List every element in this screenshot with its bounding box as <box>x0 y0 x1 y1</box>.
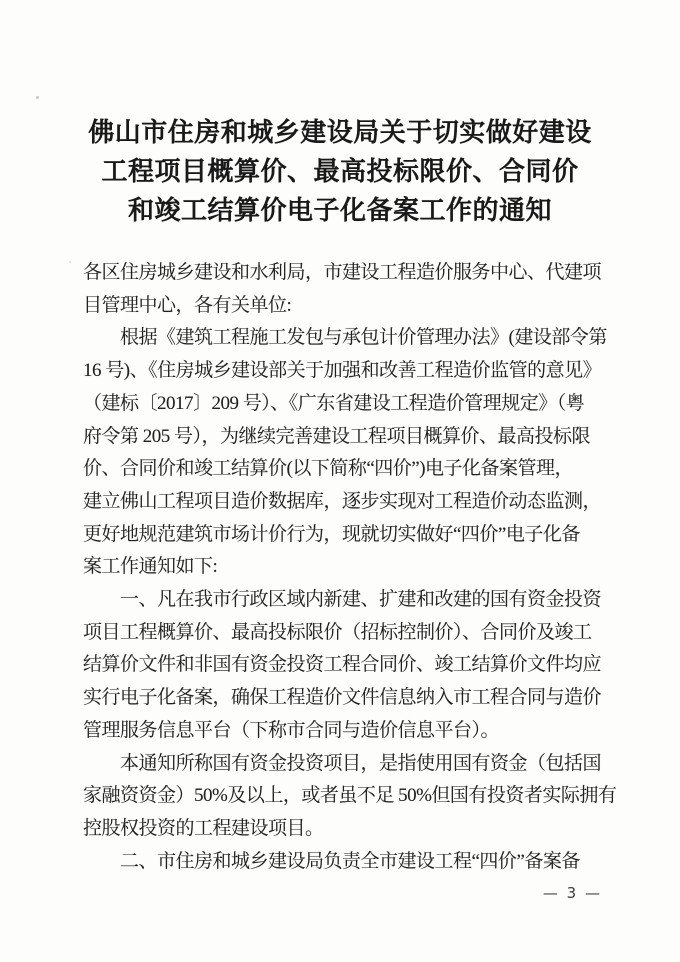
body-line-paragraph-start: 根据《建筑工程施工发包与承包计价管理办法》(建设部令第 <box>120 327 607 349</box>
body-line: 实行电子化备案，确保工程造价文件信息纳入市工程合同与造价 <box>83 687 602 709</box>
scan-speck <box>36 96 39 99</box>
page-number: — 3 — <box>542 884 602 902</box>
body-line: 更好地规范建筑市场计价行为，现就切实做好“四价”电子化备 <box>83 523 580 545</box>
title-line-3: 和竣工结算价电子化备案工作的通知 <box>127 196 552 225</box>
body-line: 结算价文件和非国有资金投资工程合同价、竣工结算价文件均应 <box>83 654 602 676</box>
body-line: 项目工程概算价、最高投标限价（招标控制价）、合同价及竣工 <box>83 621 592 643</box>
body-line: 16 号)、《住房城乡建设部关于加强和改善工程造价监管的意见》 <box>83 360 602 382</box>
document-body <box>83 257 617 878</box>
scan-speck <box>69 261 71 263</box>
body-line: 管理服务信息平台（下称市合同与造价信息平台）。 <box>83 719 500 741</box>
body-line: 各区住房城乡建设和水利局，市建设工程造价服务中心、代建项 <box>83 262 602 283</box>
body-line-paragraph-start: 二、市住房和城乡建设局负责全市建设工程“四价”备案备 <box>120 850 580 872</box>
body-line-paragraph-start: 一、凡在我市行政区域内新建、扩建和改建的国有资金投资 <box>120 589 602 611</box>
body-line: 目管理中心，各有关单位: <box>83 294 292 316</box>
body-line: 府令第 205 号），为继续完善建设工程项目概算价、最高投标限 <box>83 425 591 447</box>
body-line: 建立佛山工程项目造价数据库，逐步实现对工程造价动态监测， <box>83 490 602 512</box>
body-line-paragraph-start: 本通知所称国有资金投资项目，是指使用国有资金（包括国 <box>120 752 602 774</box>
body-line: 控股权投资的工程建设项目。 <box>83 817 324 839</box>
body-line: 案工作通知如下: <box>83 556 218 578</box>
body-line: （建标〔2017〕209 号）、《广东省建设工程造价管理规定》（粤 <box>83 392 585 414</box>
body-line: 价、合同价和竣工结算价(以下简称“四价”)电子化备案管理， <box>83 458 574 480</box>
title-line-2: 工程项目概算价、最高投标限价、合同价 <box>101 157 579 186</box>
title-line-1: 佛山市住房和城乡建设局关于切实做好建设 <box>88 118 592 147</box>
document-title <box>0 113 680 230</box>
body-line: 家融资资金）50%及以上，或者虽不足 50%但国有投资者实际拥有 <box>83 785 617 807</box>
